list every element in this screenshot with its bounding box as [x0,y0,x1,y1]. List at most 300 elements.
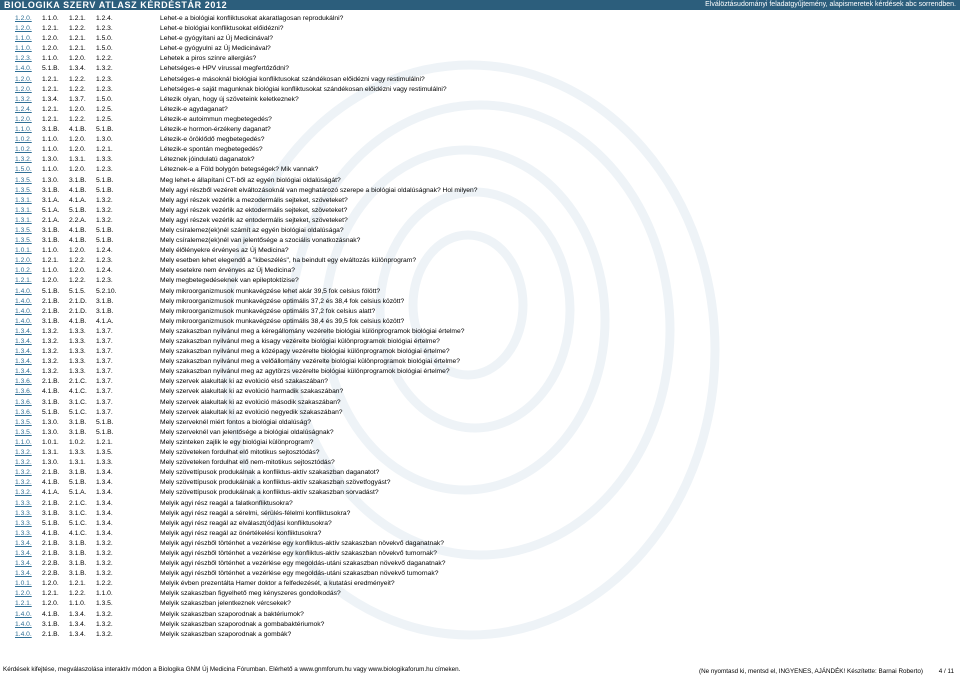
question-text: Melyik agyi rész reagál az önértékelési konfliktusokra? [160,529,322,537]
code: 1.3.3. [69,358,86,366]
question-text: Lehetséges-e saját magunknak biológiai konfliktusokat szándékosan előidézni vagy restimulálni? [160,85,447,93]
code: 3.1.B. [42,620,60,628]
question-row [15,135,945,145]
code: 1.0.1. [42,438,59,446]
code: 5.1.B. [96,418,114,426]
code-link[interactable]: 1.3.4. [15,348,32,356]
code: 1.3.1. [69,156,86,164]
code-link[interactable]: 1.3.6. [15,398,32,406]
question-text: Mely mikroorganizmusok munkavégzése lehet akár 39,5 fok celsius fölött? [160,287,381,295]
code-link[interactable]: 1.2.0. [15,25,32,33]
code: 1.2.0. [42,35,59,43]
code: 1.2.5. [96,115,113,123]
code: 4.1.B. [42,529,60,537]
code: 2.1.C. [69,378,87,386]
code-link[interactable]: 1.3.5. [15,428,32,436]
code-link[interactable]: 1.1.0. [15,438,32,446]
code-link[interactable]: 1.3.2. [15,459,32,467]
code: 4.1.C. [69,388,87,396]
code: 5.1.B. [42,65,60,73]
code: 1.2.1. [42,25,59,33]
question-row [15,620,945,630]
question-text: Létezik-e spontán megbetegedés? [160,146,263,154]
code: 1.3.4. [69,65,86,73]
code: 2.1.D. [69,297,87,305]
code: 1.2.2. [69,115,86,123]
code-link[interactable]: 1.3.4. [15,327,32,335]
code: 1.3.2. [42,358,59,366]
code-link[interactable]: 1.2.4. [15,105,32,113]
code-link[interactable]: 1.3.5. [15,226,32,234]
code-link[interactable]: 1.2.0. [15,257,32,265]
code-link[interactable]: 1.0.2. [15,267,32,275]
code: 1.3.7. [96,358,113,366]
question-row [15,186,945,196]
question-text: Mely szerveknél van jelentősége a biológiai oldalúságnak? [160,428,334,436]
code-link[interactable]: 1.3.2. [15,489,32,497]
question-text: Mely szakaszban nyilvánul meg a kéregállomány vezérelte biológiai különprogramok biológiai értelme? [160,327,465,335]
question-text: Mely agyi részek vezérlik a mezodermális sejteket, szöveteket? [160,196,348,204]
code: 1.2.2. [69,85,86,93]
code: 1.3.2. [96,539,113,547]
question-text: Léteznek jóindulatú daganatok? [160,156,255,164]
question-row [15,14,945,24]
code: 1.3.4. [69,620,86,628]
code: 3.1.B. [42,226,60,234]
code: 2.1.B. [42,499,60,507]
code: 5.1.A. [42,206,60,214]
question-row [15,539,945,549]
code: 1.3.7. [96,327,113,335]
code: 1.1.0. [96,590,113,598]
question-row [15,337,945,347]
code-link[interactable]: 1.3.4. [15,570,32,578]
question-text: Mely agyi részek vezérlik az ektodermális sejteket, szöveteket? [160,206,348,214]
question-text: Mely szakaszban nyilvánul meg a kisagy vezérelte biológiai különprogramok biológiai értelme? [160,338,440,345]
code-link[interactable]: 1.2.0. [15,15,32,22]
code: 1.3.2. [42,348,59,356]
code-link[interactable]: 1.4.0. [15,307,32,315]
code: 5.1.B. [96,126,114,134]
question-row [15,176,945,186]
code: 2.1.B. [42,630,60,638]
code: 1.3.4. [96,489,113,497]
code: 3.1.B. [69,539,87,547]
code-link[interactable]: 1.2.3. [15,55,32,63]
code: 3.1.B. [42,126,60,134]
question-text: Mely mikroorganizmusok munkavégzése optimális 38,4 és 39,5 fok celsius között? [160,317,405,325]
code-link[interactable]: 1.4.0. [15,317,32,325]
code: 1.2.0. [69,55,86,63]
code-link[interactable]: 1.3.1. [15,196,32,204]
code: 1.3.4. [69,610,86,618]
question-text: Melyik agyi részből történhet a vezérlése egy megoldás-utáni szakaszban növekvő tumornak? [160,570,439,578]
code-link[interactable]: 1.4.0. [15,620,32,628]
code: 1.3.4. [42,95,59,103]
code: 1.2.0. [42,600,59,608]
code-link[interactable]: 1.3.5. [15,176,32,184]
code: 4.1.B. [42,479,60,487]
question-text: Mely szinteken zajlik le egy biológiai különprogram? [160,438,314,446]
code: 1.2.0. [69,267,86,275]
code-link[interactable]: 1.3.6. [15,388,32,396]
code: 1.5.0. [96,35,113,43]
code: 1.3.5. [96,600,113,608]
question-row [15,287,945,297]
question-row [15,347,945,357]
code-link[interactable]: 1.3.4. [15,358,32,366]
code: 2.1.C. [69,499,87,507]
code: 3.1.B. [96,297,114,305]
code: 3.1.B. [69,560,87,568]
question-row [15,236,945,246]
code: 1.3.3. [69,368,86,376]
code: 3.1.C. [69,509,87,517]
question-row [15,559,945,569]
code: 1.2.1. [42,105,59,113]
code-link[interactable]: 1.1.0. [15,45,32,53]
code: 1.3.4. [96,519,113,527]
question-list [15,14,945,640]
code: 1.1.0. [42,247,59,255]
question-row [15,509,945,519]
code-link[interactable]: 1.3.4. [15,560,32,568]
code-link[interactable]: 1.5.0. [15,166,32,174]
code: 1.1.0. [42,166,59,174]
question-row [15,488,945,498]
code: 3.1.B. [69,428,87,436]
code: 1.2.1. [42,257,59,265]
code: 2.1.B. [42,307,60,315]
question-row [15,266,945,276]
code: 1.3.4. [96,509,113,517]
code: 1.1.0. [42,146,59,154]
question-row [15,307,945,317]
question-text: Lehet-e gyógyulni az Új Medicinával? [160,45,271,53]
code-link[interactable]: 1.3.1. [15,216,32,224]
code: 1.2.3. [96,166,113,174]
code: 5.1.B. [96,428,114,436]
question-row [15,34,945,44]
code: 1.3.2. [96,610,113,618]
question-row [15,24,945,34]
code: 1.3.5. [96,449,113,457]
code: 2.1.B. [42,549,60,557]
code-link[interactable]: 1.3.6. [15,408,32,416]
question-row [15,54,945,64]
question-row [15,408,945,418]
code: 3.1.B. [69,418,87,426]
code-link[interactable]: 1.2.0. [15,75,32,83]
code-link[interactable]: 1.4.0. [15,297,32,305]
question-row [15,297,945,307]
question-text: Melyik szakaszban jelentkeznek vércsekek? [160,600,291,608]
code: 3.1.B. [96,307,114,315]
code: 1.1.0. [42,15,59,22]
question-text: Mely esetben lehet elegendő a "kibeszélés", ha beindult egy elváltozás különprogram? [160,257,417,265]
document-title: BIOLOGIKA SZERV ATLASZ KÉRDÉSTÁR 2012 [4,0,228,10]
question-row [15,589,945,599]
code: 1.3.2. [96,206,113,214]
code: 2.2.A. [69,216,87,224]
code: 4.1.A. [96,317,114,325]
question-text: Mely élőlényekre érvényes az Új Medicina? [160,247,289,255]
code: 1.3.7. [96,408,113,416]
code-link[interactable]: 1.2.1. [15,600,32,608]
footer-credit: (Ne nyomtasd ki, mentsd el, INGYENES, AJÁNDÉK! Készítette: Barnai Roberto) [698,668,923,675]
code: 4.1.B. [69,226,87,234]
code: 1.2.3. [96,75,113,83]
question-row [15,458,945,468]
code-link[interactable]: 1.0.2. [15,146,32,154]
code: 3.1.B. [42,186,60,194]
code: 1.3.0. [42,156,59,164]
code: 4.1.B. [42,610,60,618]
question-row [15,105,945,115]
code: 1.2.2. [69,590,86,598]
question-row [15,499,945,509]
footer-note: Kérdések kifejtése, megválaszolása interaktív módon a Biologika GNM Új Medicina Fórumban. Elérhető a www.gnmforum.hu vagy www.biologikaforum.hu címeken. [3,666,461,673]
code-link[interactable]: 1.4.0. [15,287,32,295]
code: 4.1.B. [69,237,87,245]
question-text: Lehetséges-e másoknál biológiai konfliktusokat szándékosan előidézni vagy restimulálni? [160,75,425,83]
code-link[interactable]: 1.3.3. [15,519,32,527]
code: 3.1.B. [69,176,87,184]
code: 1.3.7. [96,398,113,406]
code: 1.2.0. [69,166,86,174]
code: 3.1.B. [42,398,60,406]
code-link[interactable]: 1.3.5. [15,237,32,245]
code: 5.1.5. [69,287,86,295]
code-link[interactable]: 1.0.2. [15,136,32,144]
question-row [15,468,945,478]
question-text: Lehetséges-e HPV vírussal megfertőződni? [160,65,289,73]
question-text: Léteznek-e a Föld bolygón betegségek? Mik vannak? [160,166,319,174]
question-row [15,357,945,367]
code-link[interactable]: 1.3.5. [15,418,32,426]
code: 1.2.2. [96,55,113,63]
question-text: Mely szakaszban nyilvánul meg a középagy vezérelte biológiai különprogramok biológiai értelme? [160,348,450,356]
code: 1.2.0. [42,45,59,53]
question-text: Mely szövettípusok produkálnak a konfliktus-aktív szakaszban sorvadást? [160,489,379,497]
question-text: Mely esetekre nem érvényes az Új Medicina? [160,267,295,275]
code: 1.3.2. [96,560,113,568]
code-link[interactable]: 1.3.2. [15,449,32,457]
code: 5.1.B. [42,519,60,527]
code-link[interactable]: 1.0.1. [15,580,32,588]
question-row [15,549,945,559]
code: 5.1.C. [69,519,87,527]
code: 1.3.2. [42,327,59,335]
question-row [15,387,945,397]
code: 1.3.7. [96,338,113,345]
question-row [15,398,945,408]
code-link[interactable]: 1.3.3. [15,529,32,537]
code: 4.1.B. [69,186,87,194]
code: 1.3.1. [42,449,59,457]
code: 1.2.1. [69,580,86,588]
question-text: Lehet-e gyógyítani az Új Medicinával? [160,35,274,43]
question-row [15,569,945,579]
code: 1.1.0. [42,55,59,63]
question-row [15,115,945,125]
code: 1.3.3. [69,348,86,356]
code-link[interactable]: 1.3.4. [15,539,32,547]
code-link[interactable]: 1.4.0. [15,630,32,638]
code: 1.2.3. [96,277,113,285]
question-row [15,327,945,337]
code: 1.2.1. [42,115,59,123]
question-text: Melyik agyi részből történhet a vezérlése egy megoldás-utáni szakaszban növekvő daganatnak? [160,560,446,568]
question-row [15,256,945,266]
question-text: Létezik-e öröklődő megbetegedés? [160,136,265,144]
question-text: Mely szervek alakultak ki az evolúció első szakaszában? [160,378,329,386]
code: 5.1.B. [96,237,114,245]
code-link[interactable]: 1.3.6. [15,378,32,386]
question-text: Mely mikroorganizmusok munkavégzése optimális 37,2 és 38,4 fok celsius között? [160,297,405,305]
code: 1.2.0. [69,247,86,255]
code-link[interactable]: 1.4.0. [15,610,32,618]
code: 1.2.1. [42,75,59,83]
question-text: Mely csíralemez(ek)nél van jelentősége a szociális vonatkozásnak? [160,237,361,245]
code-link[interactable]: 1.0.1. [15,247,32,255]
question-row [15,145,945,155]
code: 1.3.2. [96,549,113,557]
code: 2.1.B. [42,469,60,477]
question-row [15,428,945,438]
code-link[interactable]: 1.3.2. [15,479,32,487]
code-link[interactable]: 1.4.0. [15,65,32,73]
question-text: Lehetek a piros színre allergiás? [160,55,257,63]
code: 5.1.C. [69,408,87,416]
code-link[interactable]: 1.3.4. [15,368,32,376]
code-link[interactable]: 1.2.0. [15,590,32,598]
code: 2.1.B. [42,297,60,305]
question-text: Létezik-e autoimmun megbetegedés? [160,115,272,123]
question-text: Mely szervek alakultak ki az evolúció negyedik szakaszában? [160,408,343,416]
code-link[interactable]: 1.3.4. [15,549,32,557]
code: 2.2.B. [42,570,60,578]
code-link[interactable]: 1.1.0. [15,126,32,134]
code: 1.2.0. [42,580,59,588]
code: 2.2.B. [42,560,60,568]
code-link[interactable]: 1.2.1. [15,277,32,285]
code: 5.1.B. [69,479,87,487]
code: 1.2.1. [69,45,86,53]
question-row [15,196,945,206]
code-link[interactable]: 1.3.2. [15,469,32,477]
code: 3.1.B. [42,317,60,325]
question-row [15,125,945,135]
code: 1.3.2. [42,368,59,376]
code: 1.3.4. [96,469,113,477]
code: 1.3.7. [96,388,113,396]
question-row [15,478,945,488]
code-link[interactable]: 1.3.5. [15,186,32,194]
code: 1.5.0. [96,45,113,53]
code: 1.2.0. [69,105,86,113]
question-row [15,418,945,428]
question-row [15,246,945,256]
code: 1.3.0. [42,176,59,184]
code: 1.2.3. [96,85,113,93]
code: 1.3.7. [96,368,113,376]
question-row [15,377,945,387]
code: 1.3.2. [96,65,113,73]
question-text: Meg lehet-e állapítani CT-ből az egyén biológiai oldalúságát? [160,176,341,184]
question-text: Melyik szakaszban szaporodnak a gombák? [160,630,292,638]
code: 5.1.B. [96,176,114,184]
code: 4.1.C. [69,529,87,537]
question-text: Mely agyi részből vezérelt elváltozásoknál van meghatározó szerepe a biológiai oldalúságnak? Hol milyen? [160,186,478,194]
question-row [15,95,945,105]
code-link[interactable]: 1.3.4. [15,338,32,345]
code: 2.1.A. [42,216,60,224]
code: 1.3.2. [96,196,113,204]
question-row [15,599,945,609]
code: 1.3.2. [96,630,113,638]
code-link[interactable]: 1.3.2. [15,156,32,164]
code: 5.1.B. [96,226,114,234]
question-text: Mely szervek alakultak ki az evolúció harmadik szakaszában? [160,388,344,396]
code: 1.2.2. [69,25,86,33]
code: 1.2.1. [42,590,59,598]
question-row [15,85,945,95]
code: 4.1.A. [69,196,87,204]
code-link[interactable]: 1.3.3. [15,499,32,507]
question-row [15,44,945,54]
code: 1.2.0. [69,146,86,154]
code: 1.2.1. [96,146,113,154]
code: 1.2.0. [69,136,86,144]
code: 1.3.0. [42,459,59,467]
code: 1.2.3. [96,25,113,33]
code: 1.1.0. [42,136,59,144]
question-text: Mely agyi részek vezérlik az entodermális sejteket, szöveteket? [160,216,348,224]
question-row [15,529,945,539]
question-text: Melyik szakaszban szaporodnak a gombabaktériumok? [160,620,325,628]
code-link[interactable]: 1.3.3. [15,509,32,517]
question-row [15,317,945,327]
code: 1.1.0. [69,600,86,608]
code-link[interactable]: 1.1.0. [15,35,32,43]
code: 1.5.0. [96,95,113,103]
code: 1.2.1. [69,35,86,43]
code-link[interactable]: 1.2.0. [15,115,32,123]
question-text: Melyik agyi részből történhet a vezérlése egy konfliktus-aktív szakaszban növekvő daganatnak? [160,539,444,547]
code: 5.1.B. [69,206,87,214]
code: 1.3.3. [96,156,113,164]
code: 1.3.2. [96,620,113,628]
code: 1.2.4. [96,15,113,22]
question-row [15,226,945,236]
code: 3.1.B. [69,549,87,557]
code: 1.1.0. [42,267,59,275]
code-link[interactable]: 1.3.1. [15,206,32,214]
code: 2.1.B. [42,378,60,386]
question-text: Lehet-e a biológiai konfliktusokat akaratlagosan reprodukálni? [160,15,344,22]
question-text: Lehet-e biológiai konfliktusokat előidézni? [160,25,284,33]
code: 3.1.B. [42,237,60,245]
code: 1.2.3. [96,257,113,265]
code-link[interactable]: 1.2.0. [15,85,32,93]
code: 1.3.7. [96,348,113,356]
code-link[interactable]: 1.3.2. [15,95,32,103]
question-text: Melyik agyi részből történhet a vezérlése egy konfliktus-aktív szakaszban növekvő tumornak? [160,549,437,557]
question-row [15,610,945,620]
code: 1.3.0. [96,136,113,144]
code: 2.1.D. [69,307,87,315]
